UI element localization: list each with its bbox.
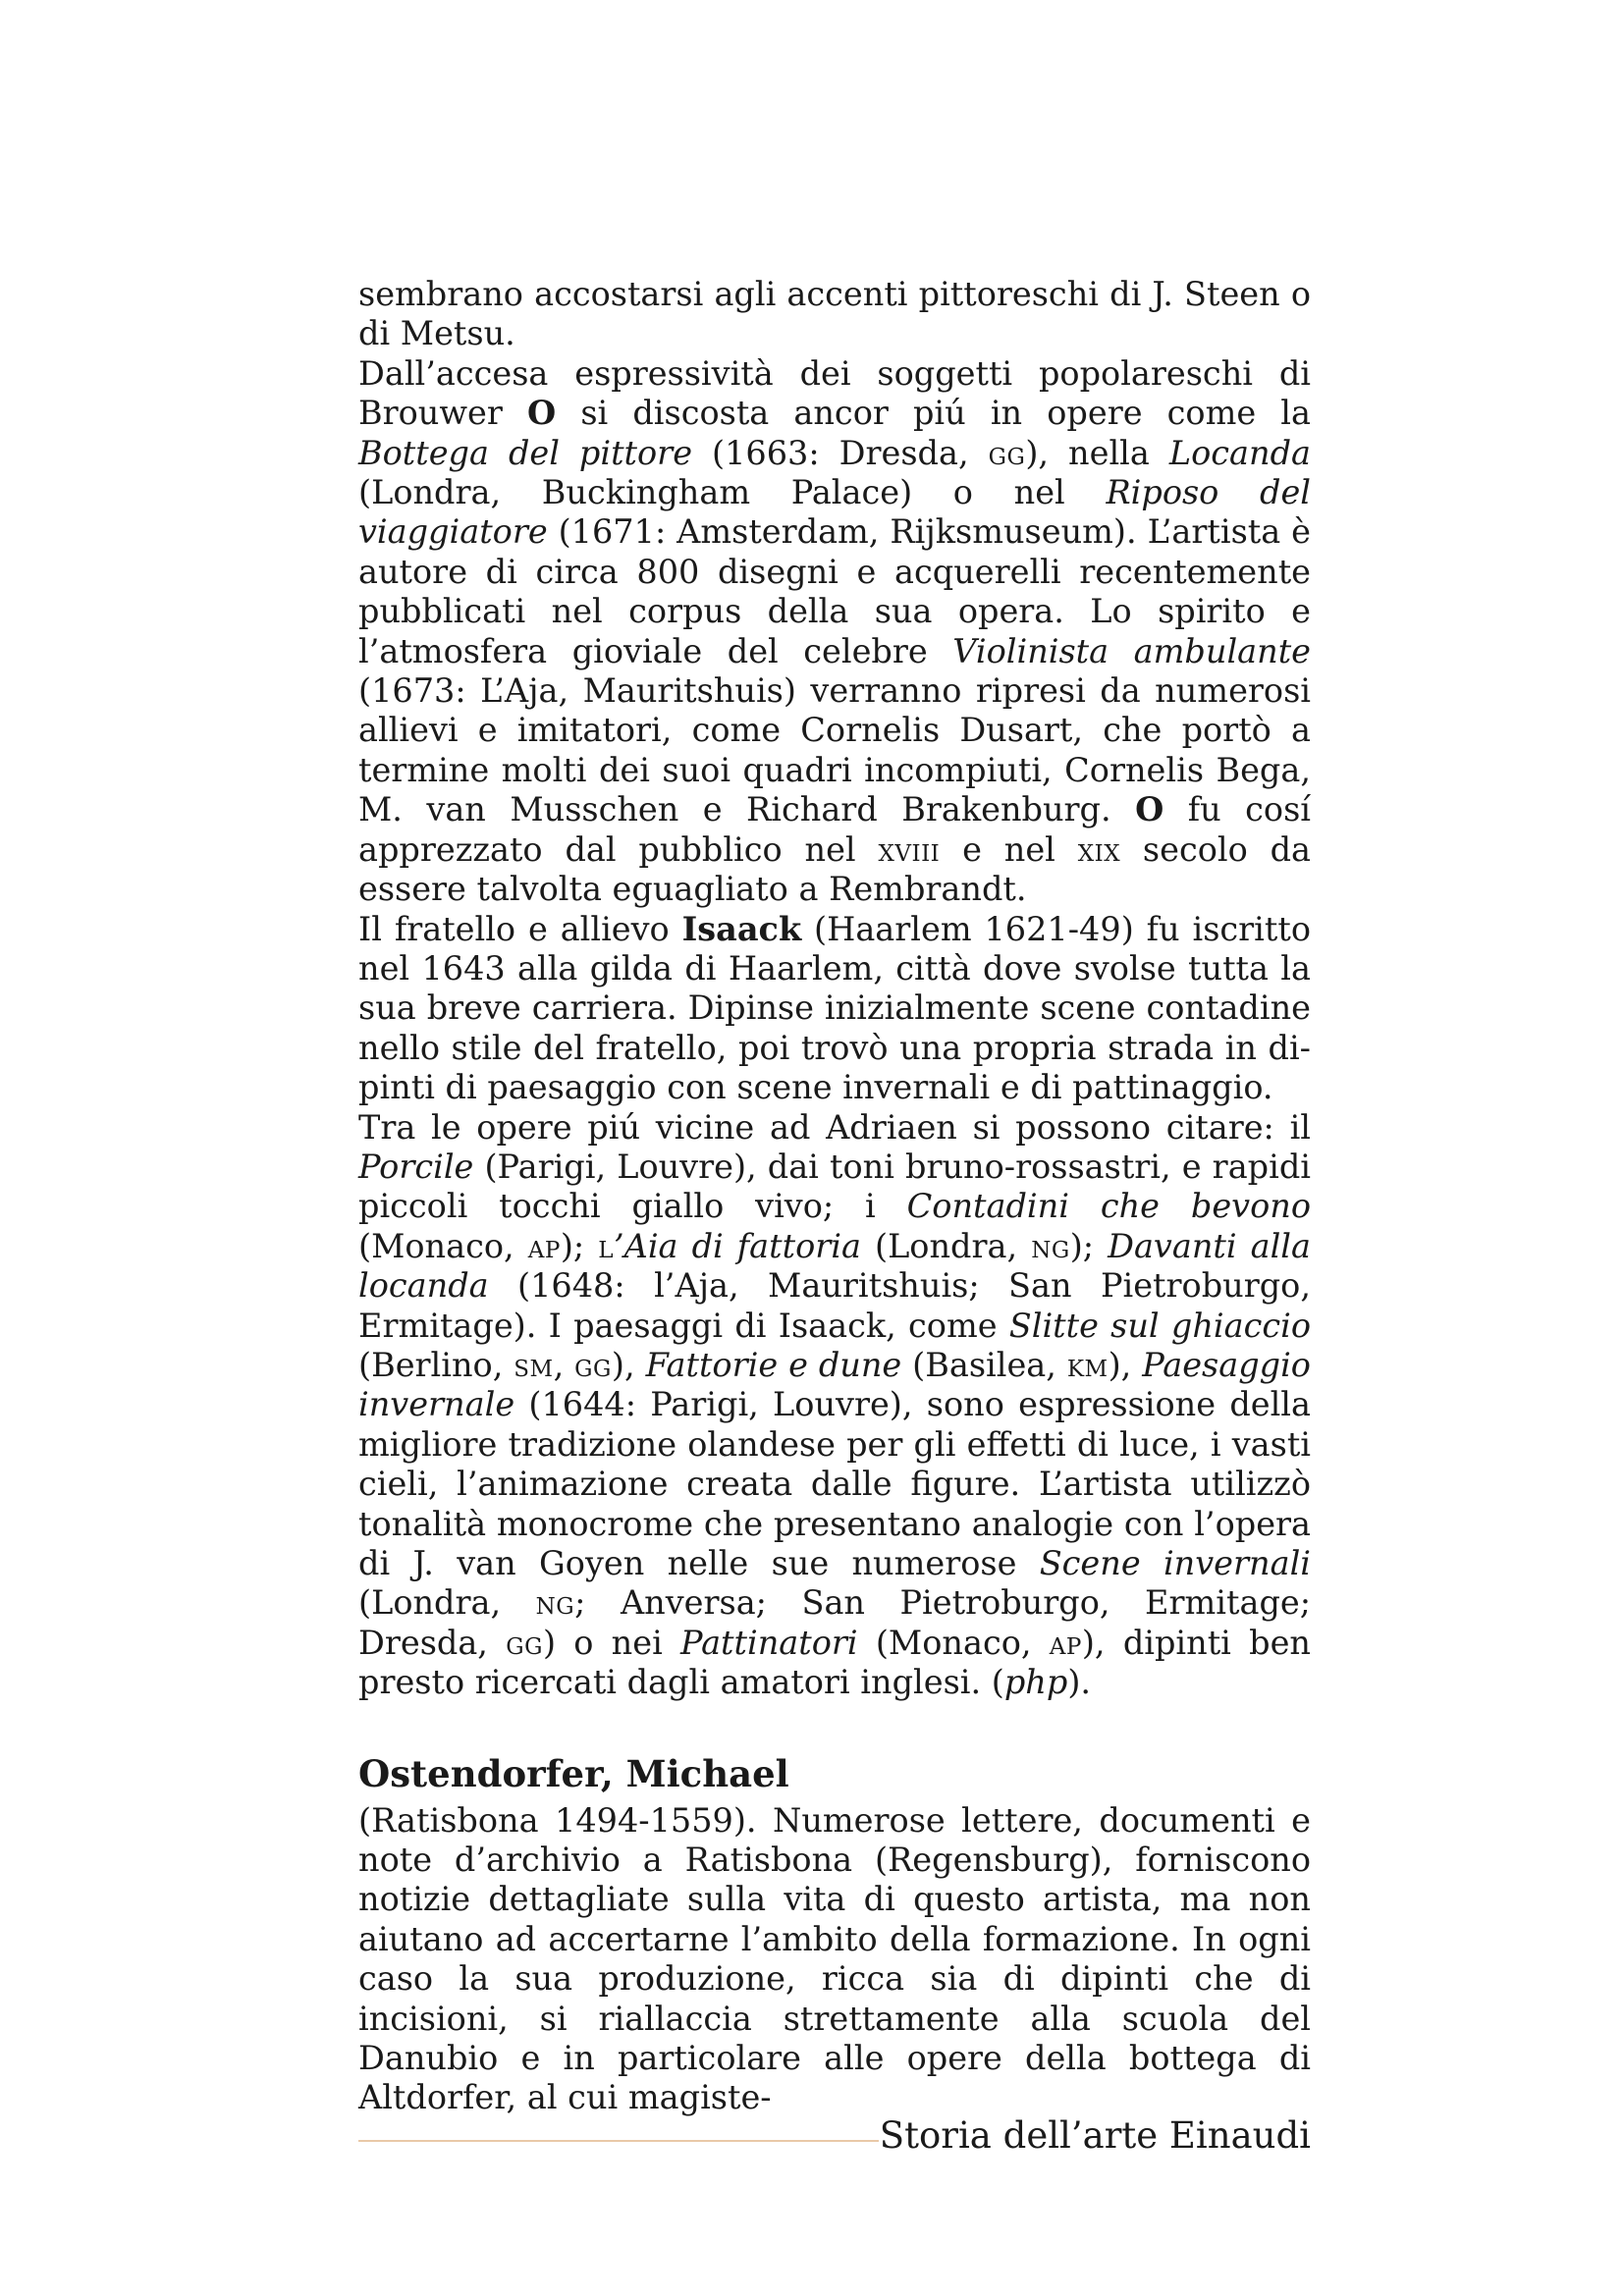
smallcaps-run: sm (514, 1345, 554, 1384)
italic-run: Paesaggio invernale (358, 1345, 1311, 1424)
text-run: ), (1108, 1345, 1143, 1384)
text-run: ; Anversa; San Pietroburgo, Ermitage; Dresda, (358, 1583, 1311, 1662)
smallcaps-run: ng (1031, 1226, 1070, 1265)
text-run: ). (1067, 1663, 1092, 1702)
italic-run: Violinista ambulante (952, 631, 1311, 670)
text-run: (1644: Parigi, Louvre), sono espressione della migliore tradizione olandese per gli effetti di luce, i vasti cieli, l’animazione creata dalle figure. L’artista utilizzò tonalità monocrome che presentano analogie con l’opera di J. van Goyen nelle sue numerose (358, 1385, 1311, 1582)
text-run: (Londra, Buckingham Palace) o nel (358, 473, 1107, 512)
text-run: Dall’accesa espressività dei soggetti popolareschi di Brouwer (358, 353, 1311, 433)
text-run: (Monaco, (358, 1226, 528, 1265)
bold-run: Isaack (681, 909, 802, 948)
text-run: (Monaco, (857, 1623, 1050, 1662)
italic-run: Contadini che bevono (906, 1187, 1311, 1226)
smallcaps-run: ap (527, 1226, 561, 1265)
text-run: e nel (940, 829, 1078, 869)
smallcaps-run: ap (1049, 1623, 1082, 1662)
smallcaps-run: gg (574, 1345, 612, 1384)
italic-run: Fattorie e dune (645, 1345, 902, 1384)
smallcaps-run: l (598, 1226, 614, 1265)
text-run: (Londra, (358, 1583, 536, 1623)
entry-title: Ostendorfer, Michael (358, 1751, 789, 1795)
text-run: Tra le opere piú vicine ad Adriaen si possono citare: il (358, 1107, 1311, 1147)
text-run: si discosta ancor piú in opere come la (556, 394, 1311, 433)
text-run: (1673: L’Aja, Mauritshuis) verranno ripresi da numerosi allievi e imitatori, come Cornelis Dusart, che portò a termine molti dei suoi quadri incompiuti, Cornelis Bega, M. van Musschen e Richard Brakenburg. (358, 671, 1311, 829)
text-run: sembrano accostarsi agli accenti pittoreschi di J. Steen o di Metsu. (358, 275, 1311, 353)
italic-run: Porcile (358, 1147, 474, 1186)
text-run: ), nella (1025, 433, 1169, 472)
text-run: (1663: Dresda, (692, 433, 989, 472)
text-run: Il fratello e allievo (358, 909, 682, 948)
italic-run: Bottega del pittore (358, 433, 693, 472)
paragraph (358, 1801, 1311, 2118)
smallcaps-run: gg (988, 433, 1026, 472)
text-run: , (553, 1345, 575, 1384)
footer-rule (358, 2140, 879, 2142)
italic-run: Locanda (1168, 433, 1312, 472)
italic-run: php (1003, 1663, 1068, 1702)
text-run: (Parigi, Louvre), dai toni bruno-rossastri, e rapidi piccoli tocchi giallo vivo; i (358, 1147, 1311, 1226)
text-run: secolo da essere talvolta eguagliato a Rembrandt. (358, 829, 1312, 909)
text-run: (Ratisbona 1494-1559). Numerose lettere, documenti e note d’archivio a Ratisbona (Regensburg), forniscono notizie dettagliate sulla vita di questo artista, ma non aiutano ad accertarne l’ambito della formazione. In ogni caso la sua produzione, ricca sia di dipinti che di incisioni, si riallaccia strettamente alla scuola del Danubio e in particolare alle opere della bottega di Altdorfer, al cui magiste- (358, 1800, 1311, 2117)
text-run: ) o nei (542, 1623, 681, 1662)
text-run: ), dipinti ben presto ricercati dagli amatori inglesi. ( (358, 1623, 1311, 1702)
bold-run: O (1135, 790, 1164, 829)
smallcaps-run: km (1066, 1345, 1109, 1384)
italic-run: Slitte sul ghiaccio (1008, 1306, 1311, 1345)
smallcaps-run: xviii (878, 829, 941, 869)
text-column (358, 275, 1311, 2118)
text-run: ); (560, 1226, 599, 1265)
paragraph (358, 275, 1311, 354)
smallcaps-run: gg (506, 1623, 543, 1662)
text-run: (Haarlem 1621-49) fu iscritto nel 1643 alla gilda di Haarlem, città dove svolse tutta la sua breve carriera. Dipinse inizialmente scene contadine nello stile del fratello, poi trovò una propria strada in dipinti di paesaggio con scene invernali e di pattinaggio. (358, 909, 1311, 1107)
italic-run: ’Aia di fattoria (614, 1226, 861, 1265)
paragraph (358, 910, 1311, 1108)
bold-run: O (527, 394, 557, 433)
text-run: fu cosí apprezzato dal pubblico nel (358, 790, 1311, 869)
footer-publisher: Storia dell’arte Einaudi (879, 2114, 1311, 2157)
text-run: (Berlino, (358, 1345, 514, 1384)
italic-run: Pattinatori (680, 1623, 858, 1662)
text-run: (Londra, (860, 1226, 1032, 1265)
smallcaps-run: ng (535, 1583, 575, 1623)
paragraph (358, 354, 1311, 910)
page-footer (358, 2110, 1311, 2169)
italic-run: Riposo del viaggiatore (358, 473, 1312, 552)
text-run: (1648: l’Aja, Mauritshuis; San Pietroburgo, Ermitage). I paesaggi di Isaack, come (358, 1266, 1311, 1345)
text-run: ), (611, 1345, 646, 1384)
paragraph (358, 1108, 1311, 1703)
text-run: (1671: Amsterdam, Rijksmuseum). L’artista è autore di circa 800 disegni e acquerelli recentemente pubblicati nel corpus della sua opera. Lo spirito e l’atmosfera gioviale del celebre (358, 512, 1311, 670)
text-run: (Basilea, (901, 1345, 1067, 1384)
italic-run: Scene invernali (1039, 1544, 1311, 1582)
smallcaps-run: xix (1077, 829, 1121, 869)
text-run: ); (1069, 1226, 1109, 1265)
italic-run: Davanti alla locanda (358, 1226, 1311, 1306)
